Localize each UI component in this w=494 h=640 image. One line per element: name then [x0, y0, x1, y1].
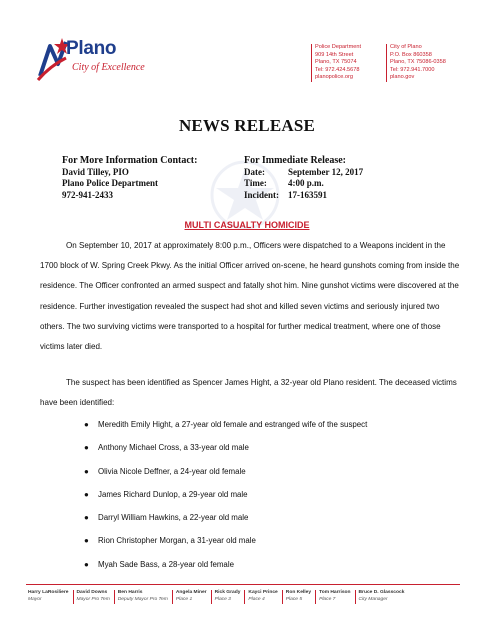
council-member — [315, 590, 354, 604]
logo-tagline: City of Excellence — [72, 62, 145, 73]
member-role: City Manager — [358, 596, 388, 602]
member-name: Rick Grady — [214, 590, 241, 595]
city-line: City of Plano — [390, 44, 422, 50]
incident-label: Incident: — [244, 189, 280, 200]
member-name: Tom Harrison — [319, 590, 351, 595]
victim-text: James Richard Dunlop, a 29-year old male — [98, 489, 248, 499]
member-name: Harry LaRosiliere — [28, 590, 69, 595]
member-role: Deputy Mayor Pro Tem — [117, 596, 168, 602]
member-role: Place 3 — [214, 596, 231, 602]
member-role: Mayor — [28, 596, 42, 602]
victim-text: Rion Christopher Morgan, a 31-year old male — [98, 536, 256, 546]
bullet-icon: ● — [84, 559, 89, 569]
list-item — [84, 529, 464, 552]
victim-text: Myah Sade Bass, a 28-year old female — [98, 559, 234, 569]
time-label: Time: — [244, 178, 267, 189]
date-value: September 12, 2017 — [288, 166, 364, 177]
victim-text: Anthony Michael Cross, a 33-year old male — [98, 443, 249, 453]
contact-name: David Tilley, PIO — [62, 166, 129, 177]
police-line: Plano, TX 75074 — [315, 59, 357, 66]
council-member — [355, 590, 409, 604]
member-role: Place 5 — [285, 596, 303, 602]
release-incident-row — [244, 190, 363, 202]
member-role: Mayor Pro Tem — [76, 596, 110, 602]
time-value: 4:00 p.m. — [288, 178, 324, 189]
council-member — [28, 590, 73, 604]
member-role: Place 4 — [248, 596, 265, 602]
city-line: P.O. Box 860358 — [390, 51, 432, 58]
bullet-icon: ● — [84, 489, 89, 499]
member-name: Angela Miner — [175, 590, 207, 595]
member-name: Ron Kelley — [285, 590, 312, 595]
contact-info — [62, 155, 197, 201]
bullet-icon: ● — [84, 513, 89, 523]
member-name: Kayci Prince — [248, 590, 278, 595]
council-member — [282, 590, 315, 604]
list-item — [84, 436, 464, 459]
bullet-icon: ● — [84, 466, 89, 476]
release-info — [244, 155, 363, 201]
city-line: Tel: 972.941.7000 — [390, 66, 435, 73]
council-member — [211, 590, 245, 604]
page-title: NEWS RELEASE — [178, 116, 316, 135]
incident-value: 17-163591 — [288, 189, 327, 200]
council-member — [244, 590, 281, 604]
victim-text: Meredith Emily Hight, a 27-year old female and estranged wife of the suspect — [98, 420, 368, 429]
bullet-icon: ● — [84, 443, 89, 453]
release-date-row — [244, 167, 363, 179]
member-role: Place 1 — [175, 596, 193, 602]
city-line: Plano, TX 75086-0358 — [390, 59, 446, 66]
bullet-icon: ● — [84, 536, 89, 546]
police-contact-block — [311, 44, 385, 82]
victim-list — [84, 413, 464, 576]
member-role: Place 7 — [319, 596, 336, 602]
contact-heading: For More Information Contact: — [62, 155, 198, 166]
police-website-link[interactable]: planopolice.org — [315, 74, 353, 81]
bullet-icon: ● — [84, 420, 89, 429]
body-paragraph: The suspect has been identified as Spencer James Hight, a 32-year old Plano resident. The deceased victims have been identified: — [40, 378, 457, 408]
release-heading: For Immediate Release: — [244, 155, 347, 166]
member-name: Bruce D. Glasscock — [358, 590, 405, 595]
member-name: David Downs — [76, 590, 108, 595]
list-item — [84, 460, 464, 483]
city-contact-block — [386, 44, 466, 82]
council-member — [114, 590, 172, 604]
release-time-row — [244, 178, 363, 190]
headline: MULTI CASUALTY HOMICIDE — [184, 220, 310, 230]
council-member — [73, 590, 114, 604]
footer-divider — [26, 584, 460, 585]
list-item — [84, 483, 464, 506]
list-item — [84, 553, 464, 576]
member-name: Ben Harris — [117, 590, 143, 595]
victim-text: Olivia Nicole Deffner, a 24-year old female — [98, 466, 246, 476]
police-line: Tel: 972.424.5678 — [315, 66, 360, 73]
contact-phone: 972-941-2433 — [62, 189, 113, 200]
list-item — [84, 413, 464, 436]
date-label: Date: — [244, 166, 265, 177]
police-line: Police Department — [315, 44, 362, 50]
council-member — [172, 590, 211, 604]
list-item — [84, 506, 464, 529]
city-website-link[interactable]: plano.gov — [390, 74, 415, 81]
body-paragraph: On September 10, 2017 at approximately 8:00 p.m., Officers were dispatched to a Weapons incident in the 1700 block of W. Spring Creek Pkwy. As the initial Officer arrived on-scene, he heard gunshots coming from inside the residence. The Officer confronted an armed suspect and fatally shot him. Nine gunshot victims were discovered at the residence. Further investigation revealed the suspect had shot and killed seven victims and seriously injured two others. The two surviving victims were transported to a hospital for further medical treatment, where one of those victims later died. — [40, 241, 460, 352]
council-footer — [28, 590, 408, 604]
logo-wordmark: Plano — [66, 38, 117, 59]
contact-dept: Plano Police Department — [62, 178, 158, 189]
police-line: 909 14th Street — [315, 51, 354, 58]
victim-text: Darryl William Hawkins, a 22-year old male — [98, 513, 249, 523]
